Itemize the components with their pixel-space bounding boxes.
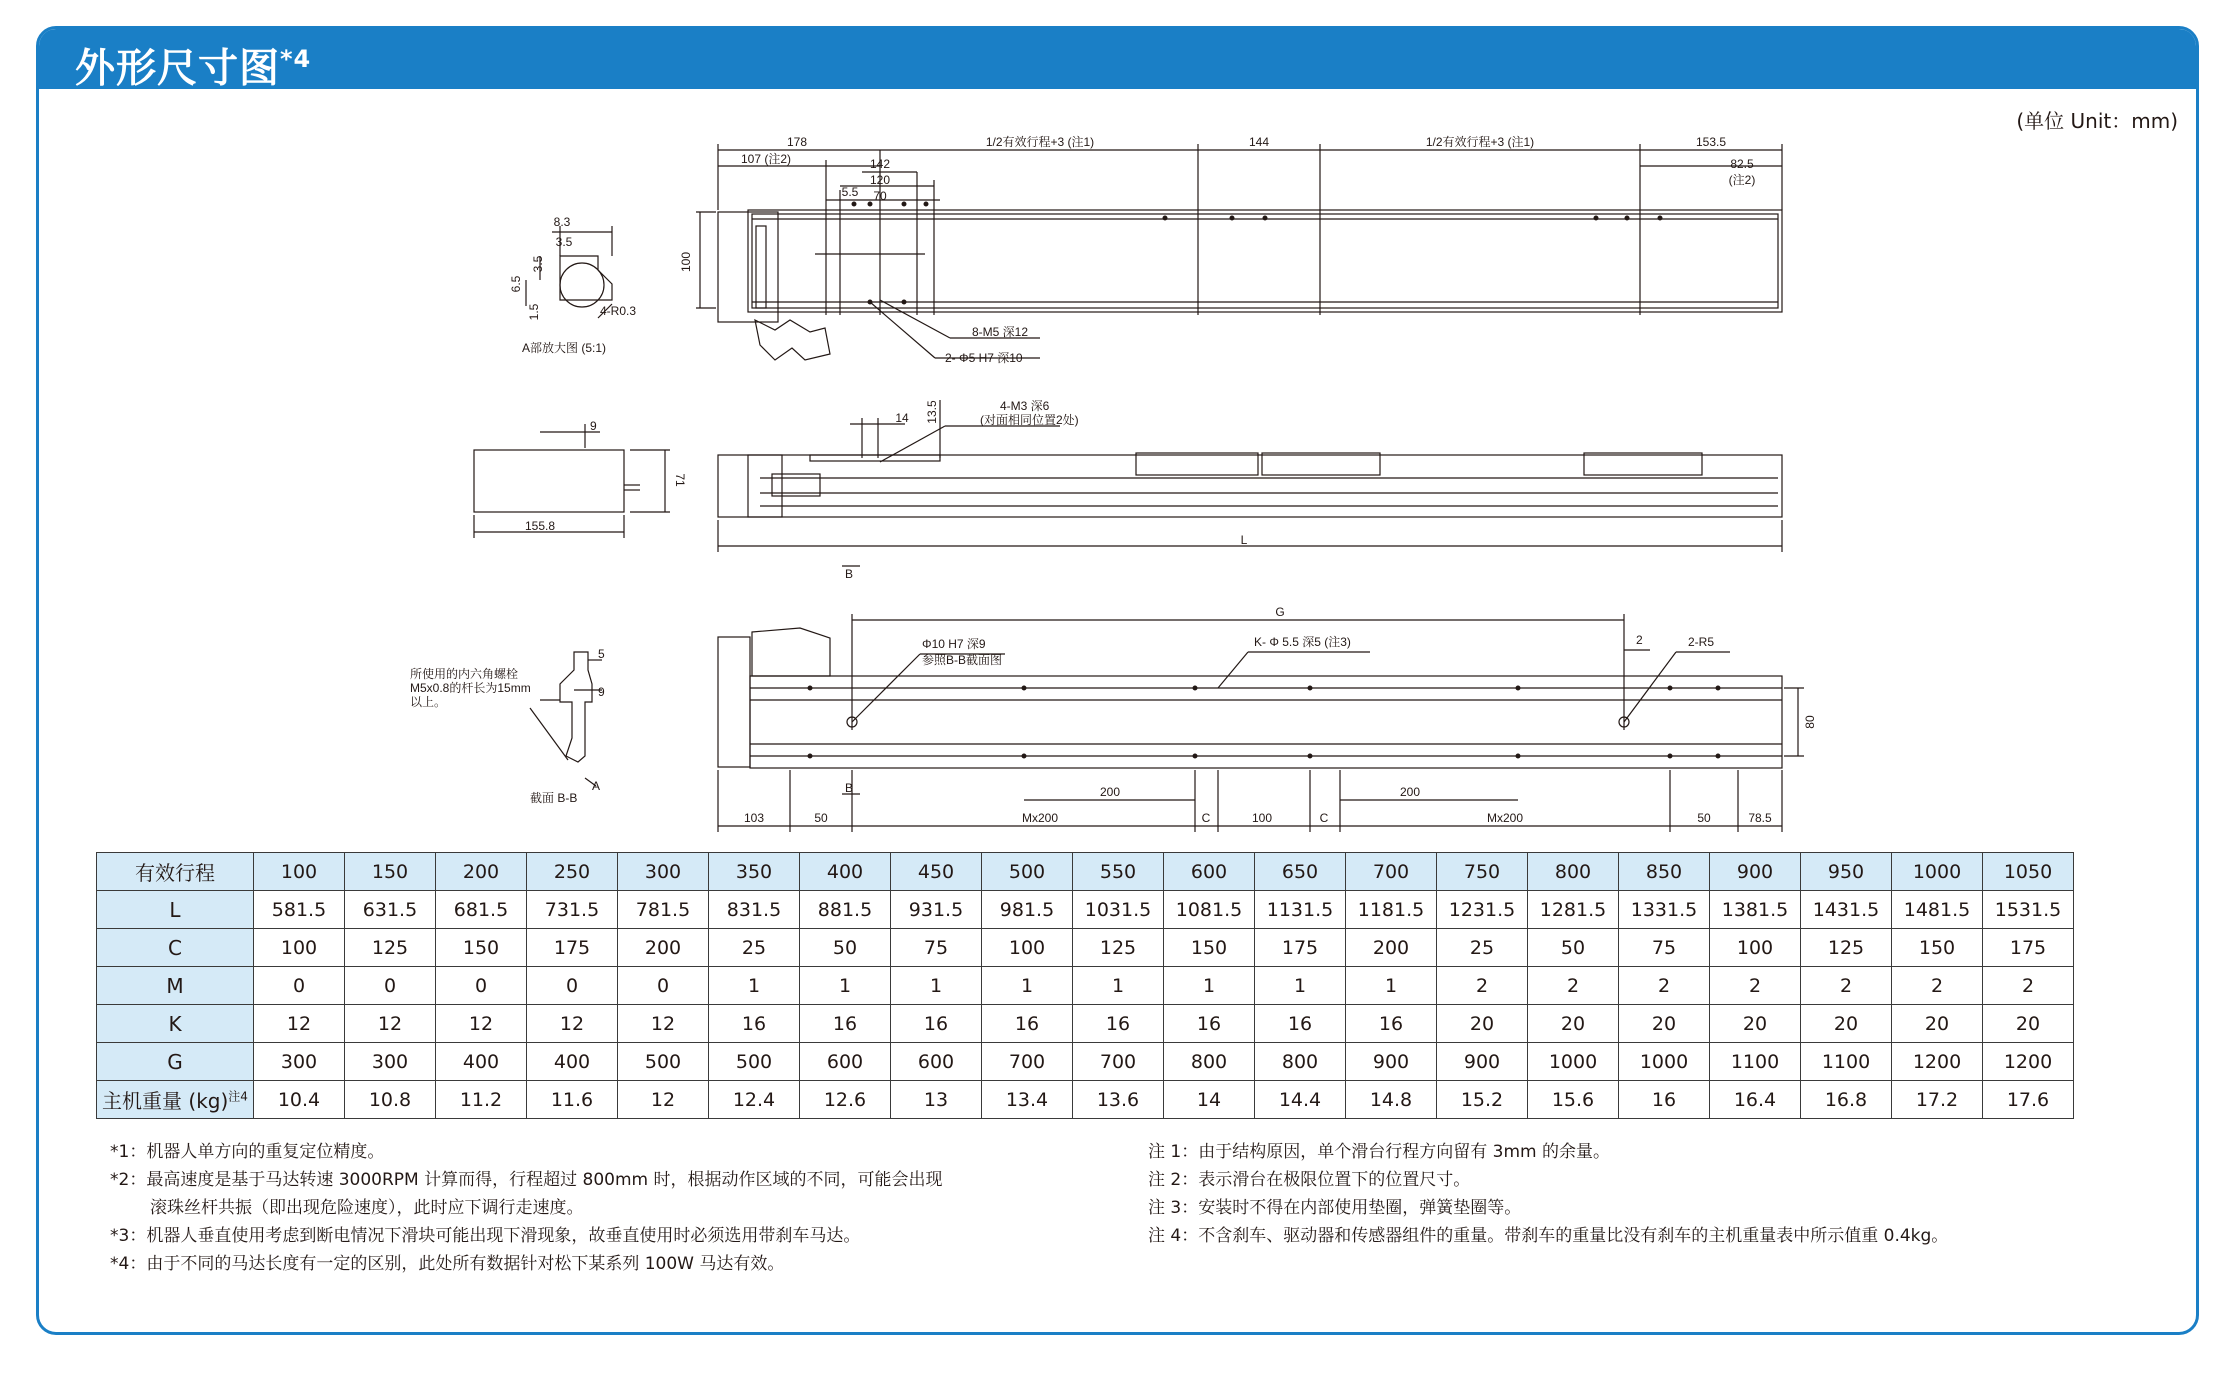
- table-cell: 10.4: [254, 1081, 345, 1119]
- table-cell: 150: [1164, 929, 1255, 967]
- table-cell: 1100: [1710, 1043, 1801, 1081]
- dim-c-2: C: [1319, 811, 1329, 825]
- table-cell: 400: [436, 1043, 527, 1081]
- table-cell: 200: [1346, 929, 1437, 967]
- table-cell: 1181.5: [1346, 891, 1437, 929]
- page-title-text: 外形尺寸图: [75, 45, 280, 92]
- dim-144: 144: [1248, 135, 1270, 149]
- table-cell: 1531.5: [1983, 891, 2074, 929]
- section-b-mark-top: B: [845, 567, 854, 581]
- table-cell: 1481.5: [1892, 891, 1983, 929]
- table-cell: 1200: [1892, 1043, 1983, 1081]
- dim-50-a: 50: [814, 811, 828, 825]
- table-cell: 350: [709, 853, 800, 891]
- dim-50-b: 50: [1697, 811, 1711, 825]
- table-row: [97, 1005, 2074, 1043]
- table-cell: 950: [1801, 853, 1892, 891]
- table-cell: 550: [1073, 853, 1164, 891]
- table-cell: 1381.5: [1710, 891, 1801, 929]
- bolt-note-2: M5x0.8的杆长为15mm: [410, 681, 531, 695]
- label-r0-3: 4-R0.3: [600, 304, 637, 318]
- section-b-mark-bottom: B: [845, 781, 854, 795]
- note-line: *2：最高速度是基于马达转速 3000RPM 计算而得，行程超过 800mm 时，根据动作区域的不同，可能会出现: [110, 1170, 943, 1190]
- table-cell: 1331.5: [1619, 891, 1710, 929]
- section-a-mark: A: [592, 779, 601, 793]
- table-cell: 931.5: [891, 891, 982, 929]
- dim-half-stroke-right: 1/2有效行程+3 (注1): [1425, 135, 1535, 149]
- table-cell: 1: [1346, 967, 1437, 1005]
- table-cell: 16.4: [1710, 1081, 1801, 1119]
- table-cell: 13.4: [982, 1081, 1073, 1119]
- dim-107: 107 (注2): [740, 152, 792, 166]
- dim-78-5: 78.5: [1748, 811, 1772, 825]
- label-m3-note: (对面相同位置2处): [980, 413, 1079, 427]
- table-cell: 900: [1346, 1043, 1437, 1081]
- table-cell: 1: [1255, 967, 1346, 1005]
- table-cell: 1131.5: [1255, 891, 1346, 929]
- table-cell: 16: [1255, 1005, 1346, 1043]
- table-cell: 16: [982, 1005, 1073, 1043]
- table-cell: 11.2: [436, 1081, 527, 1119]
- table-cell: 16: [891, 1005, 982, 1043]
- label-m5: 8-M5 深12: [972, 325, 1029, 339]
- table-cell: 12: [254, 1005, 345, 1043]
- table-cell: 1: [709, 967, 800, 1005]
- table-cell: 200: [436, 853, 527, 891]
- table-cell: 900: [1437, 1043, 1528, 1081]
- row-label: [97, 929, 254, 967]
- dim-8-3: 8.3: [553, 215, 571, 229]
- dim-100-height: 100: [679, 251, 693, 273]
- table-cell: 150: [345, 853, 436, 891]
- table-cell: 800: [1255, 1043, 1346, 1081]
- table-cell: 14.8: [1346, 1081, 1437, 1119]
- table-cell: 2: [1437, 967, 1528, 1005]
- row-label: [97, 1043, 254, 1081]
- dim-3-5: 3.5: [531, 255, 545, 273]
- table-cell: 16: [800, 1005, 891, 1043]
- table-cell: 15.2: [1437, 1081, 1528, 1119]
- dim-142: 142: [869, 157, 891, 171]
- row-label-note: 注4: [228, 1089, 248, 1104]
- table-cell: 0: [527, 967, 618, 1005]
- detail-a-caption: A部放大图 (5:1): [522, 341, 607, 355]
- table-cell: 2: [1983, 967, 2074, 1005]
- table-row: [97, 891, 2074, 929]
- table-cell: 16: [1073, 1005, 1164, 1043]
- table-cell: 1050: [1983, 853, 2074, 891]
- table-cell: 11.6: [527, 1081, 618, 1119]
- table-cell: 1: [891, 967, 982, 1005]
- dim-178: 178: [786, 135, 808, 149]
- table-cell: 700: [1073, 1043, 1164, 1081]
- dim-g: G: [1275, 605, 1285, 619]
- table-cell: 681.5: [436, 891, 527, 929]
- table-cell: 12: [527, 1005, 618, 1043]
- table-cell: 781.5: [618, 891, 709, 929]
- label-m3: 4-M3 深6: [1000, 399, 1050, 413]
- page-title-note: *4: [280, 45, 312, 73]
- table-cell: 2: [1710, 967, 1801, 1005]
- table-cell: 50: [800, 929, 891, 967]
- table-cell: 100: [1710, 929, 1801, 967]
- table-cell: 175: [1255, 929, 1346, 967]
- row-label-text: K: [168, 1011, 182, 1036]
- table-row: [97, 967, 2074, 1005]
- dim-103: 103: [743, 811, 765, 825]
- table-cell: 0: [254, 967, 345, 1005]
- table-cell: 17.2: [1892, 1081, 1983, 1119]
- table-cell: 1000: [1528, 1043, 1619, 1081]
- table-cell: 50: [1528, 929, 1619, 967]
- table-cell: 20: [1528, 1005, 1619, 1043]
- table-cell: 700: [1346, 853, 1437, 891]
- table-cell: 12: [618, 1005, 709, 1043]
- label-ref-bb: 参照B-B截面图: [922, 653, 1003, 667]
- table-cell: 12: [345, 1005, 436, 1043]
- label-pin: 2- Φ5 H7 深10: [945, 351, 1023, 365]
- table-cell: 900: [1710, 853, 1801, 891]
- table-cell: 1: [1164, 967, 1255, 1005]
- table-cell: 100: [254, 929, 345, 967]
- table-cell: 600: [1164, 853, 1255, 891]
- table-cell: 15.6: [1528, 1081, 1619, 1119]
- table-cell: 16: [1164, 1005, 1255, 1043]
- table-cell: 200: [618, 929, 709, 967]
- note-line: 滚珠丝杆共振（即出现危险速度），此时应下调行走速度。: [150, 1198, 584, 1218]
- table-cell: 100: [982, 929, 1073, 967]
- table-cell: 731.5: [527, 891, 618, 929]
- dim-9-end: 9: [590, 419, 597, 433]
- row-label: [97, 891, 254, 929]
- dim-mx200-a: Mx200: [1021, 811, 1059, 825]
- dim-14: 14: [895, 411, 909, 425]
- table-cell: 750: [1437, 853, 1528, 891]
- dim-70: 70: [873, 189, 887, 203]
- table-cell: 75: [1619, 929, 1710, 967]
- table-cell: 125: [1801, 929, 1892, 967]
- table-cell: 16: [1346, 1005, 1437, 1043]
- table-cell: 1431.5: [1801, 891, 1892, 929]
- table-cell: 400: [527, 1043, 618, 1081]
- dim-120: 120: [869, 173, 891, 187]
- table-cell: 175: [527, 929, 618, 967]
- row-label: [97, 1005, 254, 1043]
- dim-153-5: 153.5: [1695, 135, 1727, 149]
- bolt-note-3: 以上。: [410, 695, 447, 709]
- table-cell: 631.5: [345, 891, 436, 929]
- table-cell: 1000: [1619, 1043, 1710, 1081]
- row-label-text: 有效行程: [135, 861, 215, 885]
- table-cell: 20: [1619, 1005, 1710, 1043]
- table-cell: 2: [1528, 967, 1619, 1005]
- table-row: [97, 1081, 2074, 1119]
- table-cell: 12: [618, 1081, 709, 1119]
- dim-half-stroke-left: 1/2有效行程+3 (注1): [985, 135, 1095, 149]
- dim-200-b: 200: [1399, 785, 1421, 799]
- dim-5-5: 5.5: [841, 185, 859, 199]
- note-line: 注 1：由于结构原因，单个滑台行程方向留有 3mm 的余量。: [1148, 1142, 1610, 1162]
- table-cell: 1: [800, 967, 891, 1005]
- dim-mx200-b: Mx200: [1486, 811, 1524, 825]
- table-cell: 2: [1892, 967, 1983, 1005]
- dim-80: 80: [1803, 715, 1817, 729]
- table-cell: 14.4: [1255, 1081, 1346, 1119]
- dim-200-a: 200: [1099, 785, 1121, 799]
- dim-100-bottom: 100: [1251, 811, 1273, 825]
- spec-table: [96, 852, 2074, 1119]
- unit-note: (单位 Unit：mm): [2016, 109, 2178, 133]
- table-cell: 800: [1528, 853, 1619, 891]
- table-cell: 1100: [1801, 1043, 1892, 1081]
- dim-155-8: 155.8: [524, 519, 556, 533]
- row-label: [97, 967, 254, 1005]
- table-cell: 175: [1983, 929, 2074, 967]
- section-caption: 截面 B-B: [530, 791, 578, 805]
- table-row: [97, 853, 2074, 891]
- row-label-text: C: [168, 935, 182, 960]
- table-cell: 1031.5: [1073, 891, 1164, 929]
- table-cell: 981.5: [982, 891, 1073, 929]
- note-line: *3：机器人垂直使用考虑到断电情况下滑块可能出现下滑现象，故垂直使用时必须选用带刹车马达。: [110, 1226, 861, 1246]
- table-cell: 14: [1164, 1081, 1255, 1119]
- table-cell: 13: [891, 1081, 982, 1119]
- dim-3-5-top: 3.5: [555, 235, 573, 249]
- label-r5: 2-R5: [1688, 635, 1715, 649]
- table-cell: 450: [891, 853, 982, 891]
- bolt-note-1: 所使用的内六角螺栓: [410, 667, 519, 681]
- dim-6-5: 6.5: [509, 275, 523, 293]
- dim-13-5: 13.5: [925, 400, 939, 424]
- table-cell: 0: [618, 967, 709, 1005]
- notes-left: [110, 1138, 943, 1278]
- table-cell: 12.6: [800, 1081, 891, 1119]
- table-cell: 1281.5: [1528, 891, 1619, 929]
- table-cell: 13.6: [1073, 1081, 1164, 1119]
- table-cell: 500: [618, 1043, 709, 1081]
- dim-5-section: 5: [598, 647, 605, 661]
- row-label: [97, 853, 254, 891]
- table-row: [97, 929, 2074, 967]
- note-line: 注 3：安装时不得在内部使用垫圈，弹簧垫圈等。: [1148, 1198, 1522, 1218]
- row-label-text: G: [167, 1049, 183, 1074]
- table-cell: 400: [800, 853, 891, 891]
- table-cell: 1: [1073, 967, 1164, 1005]
- note-2-label: (注2): [1728, 173, 1756, 187]
- table-cell: 300: [618, 853, 709, 891]
- table-cell: 850: [1619, 853, 1710, 891]
- table-cell: 600: [800, 1043, 891, 1081]
- dim-82-5: 82.5: [1730, 157, 1754, 171]
- table-cell: 0: [436, 967, 527, 1005]
- dim-l: L: [1240, 533, 1248, 547]
- table-cell: 1000: [1892, 853, 1983, 891]
- notes-right: [1148, 1138, 1948, 1250]
- table-cell: 16.8: [1801, 1081, 1892, 1119]
- note-line: 注 4：不含刹车、驱动器和传感器组件的重量。带刹车的重量比没有刹车的主机重量表中所示值重 0.4kg。: [1148, 1226, 1949, 1246]
- table-cell: 2: [1619, 967, 1710, 1005]
- table-cell: 2: [1801, 967, 1892, 1005]
- table-cell: 25: [1437, 929, 1528, 967]
- dim-2: 2: [1636, 633, 1643, 647]
- table-cell: 20: [1710, 1005, 1801, 1043]
- dim-9-section: 9: [598, 685, 605, 699]
- table-cell: 10.8: [345, 1081, 436, 1119]
- table-cell: 250: [527, 853, 618, 891]
- row-label: [97, 1081, 254, 1119]
- table-cell: 20: [1437, 1005, 1528, 1043]
- dim-1-5: 1.5: [527, 303, 541, 321]
- row-label-text: L: [169, 897, 181, 922]
- table-cell: 100: [254, 853, 345, 891]
- table-cell: 500: [709, 1043, 800, 1081]
- table-cell: 1200: [1983, 1043, 2074, 1081]
- table-cell: 831.5: [709, 891, 800, 929]
- label-phi10: Φ10 H7 深9: [922, 637, 986, 651]
- table-cell: 25: [709, 929, 800, 967]
- table-cell: 75: [891, 929, 982, 967]
- table-cell: 1081.5: [1164, 891, 1255, 929]
- table-cell: 16: [1619, 1081, 1710, 1119]
- table-row: [97, 1043, 2074, 1081]
- dim-c-1: C: [1201, 811, 1211, 825]
- table-cell: 881.5: [800, 891, 891, 929]
- table-cell: 17.6: [1983, 1081, 2074, 1119]
- table-cell: 600: [891, 1043, 982, 1081]
- table-cell: 20: [1801, 1005, 1892, 1043]
- table-cell: 150: [436, 929, 527, 967]
- table-cell: 125: [345, 929, 436, 967]
- table-cell: 650: [1255, 853, 1346, 891]
- row-label-text: M: [166, 973, 184, 998]
- row-label-text: 主机重量 (kg): [102, 1089, 229, 1113]
- note-line: *1：机器人单方向的重复定位精度。: [110, 1142, 385, 1162]
- table-cell: 581.5: [254, 891, 345, 929]
- table-cell: 20: [1983, 1005, 2074, 1043]
- table-cell: 150: [1892, 929, 1983, 967]
- table-cell: 12: [436, 1005, 527, 1043]
- table-cell: 800: [1164, 1043, 1255, 1081]
- dim-71: 71: [673, 473, 687, 487]
- table-cell: 300: [345, 1043, 436, 1081]
- label-k-holes: K- Φ 5.5 深5 (注3): [1254, 635, 1351, 649]
- table-cell: 1231.5: [1437, 891, 1528, 929]
- table-cell: 125: [1073, 929, 1164, 967]
- note-line: *4：由于不同的马达长度有一定的区别，此处所有数据针对松下某系列 100W 马达有效。: [110, 1254, 785, 1274]
- table-cell: 12.4: [709, 1081, 800, 1119]
- table-cell: 1: [982, 967, 1073, 1005]
- table-cell: 0: [345, 967, 436, 1005]
- table-cell: 500: [982, 853, 1073, 891]
- table-cell: 20: [1892, 1005, 1983, 1043]
- note-line: 注 2：表示滑台在极限位置下的位置尺寸。: [1148, 1170, 1471, 1190]
- table-cell: 16: [709, 1005, 800, 1043]
- table-cell: 700: [982, 1043, 1073, 1081]
- table-cell: 300: [254, 1043, 345, 1081]
